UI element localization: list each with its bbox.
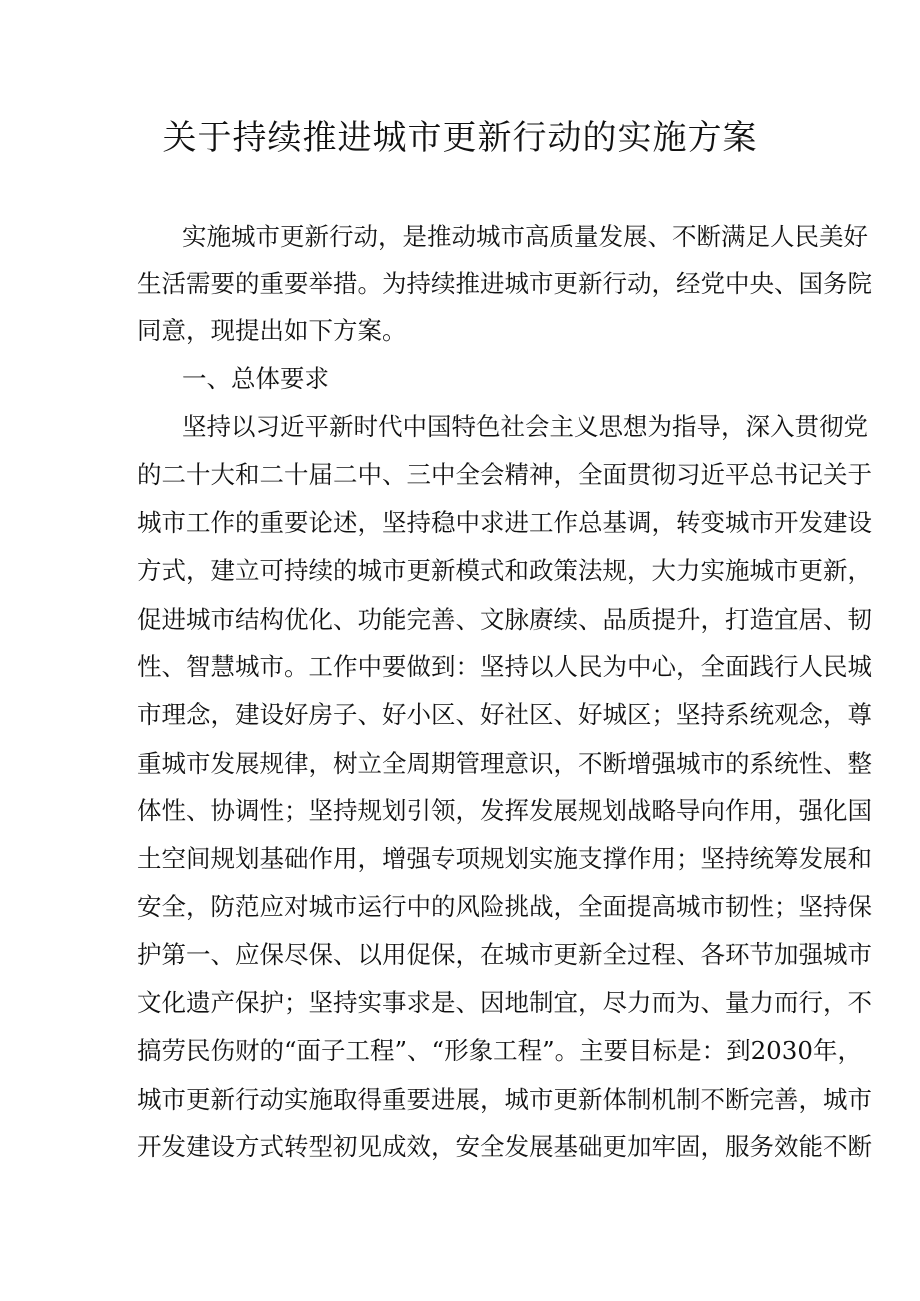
body-line: 体性、协调性；坚持规划引领，发挥发展规划战略导向作用，强化国	[137, 796, 872, 825]
body-line: 重城市发展规律，树立全周期管理意识，不断增强城市的系统性、整	[137, 749, 872, 778]
body-line: 文化遗产保护；坚持实事求是、因地制宜，尽力而为、量力而行，不	[137, 988, 872, 1017]
body-line: 性、智慧城市。工作中要做到：坚持以人民为中心，全面践行人民城	[137, 652, 872, 681]
body-line: 护第一、应保尽保、以用促保，在城市更新全过程、各环节加强城市	[137, 940, 872, 969]
section-heading: 一、总体要求	[182, 364, 329, 393]
body-line: 方式，建立可持续的城市更新模式和政策法规，大力实施城市更新，	[137, 556, 872, 585]
body-line: 促进城市结构优化、功能完善、文脉赓续、品质提升，打造宜居、韧	[137, 605, 872, 634]
body-line: 坚持以习近平新时代中国特色社会主义思想为指导，深入贯彻党	[182, 412, 868, 441]
body-line: 城市更新行动实施取得重要进展，城市更新体制机制不断完善，城市	[137, 1085, 872, 1114]
intro-line: 实施城市更新行动，是推动城市高质量发展、不断满足人民美好	[182, 222, 868, 251]
document-title: 关于持续推进城市更新行动的实施方案	[162, 118, 758, 158]
body-line: 市理念，建设好房子、好小区、好社区、好城区；坚持系统观念，尊	[137, 700, 872, 729]
body-line: 开发建设方式转型初见成效，安全发展基础更加牢固，服务效能不断	[137, 1132, 872, 1161]
body-line: 的二十大和二十届二中、三中全会精神，全面贯彻习近平总书记关于	[137, 460, 872, 489]
body-line: 城市工作的重要论述，坚持稳中求进工作总基调，转变城市开发建设	[137, 508, 872, 537]
body-line: 土空间规划基础作用，增强专项规划实施支撑作用；坚持统筹发展和	[137, 844, 872, 873]
body-line: 安全，防范应对城市运行中的风险挑战，全面提高城市韧性；坚持保	[137, 892, 872, 921]
intro-line: 同意，现提出如下方案。	[137, 316, 407, 345]
intro-line: 生活需要的重要举措。为持续推进城市更新行动，经党中央、国务院	[137, 269, 872, 298]
body-line: 搞劳民伤财的“面子工程”、“形象工程”。主要目标是：到2030年，	[137, 1036, 862, 1065]
